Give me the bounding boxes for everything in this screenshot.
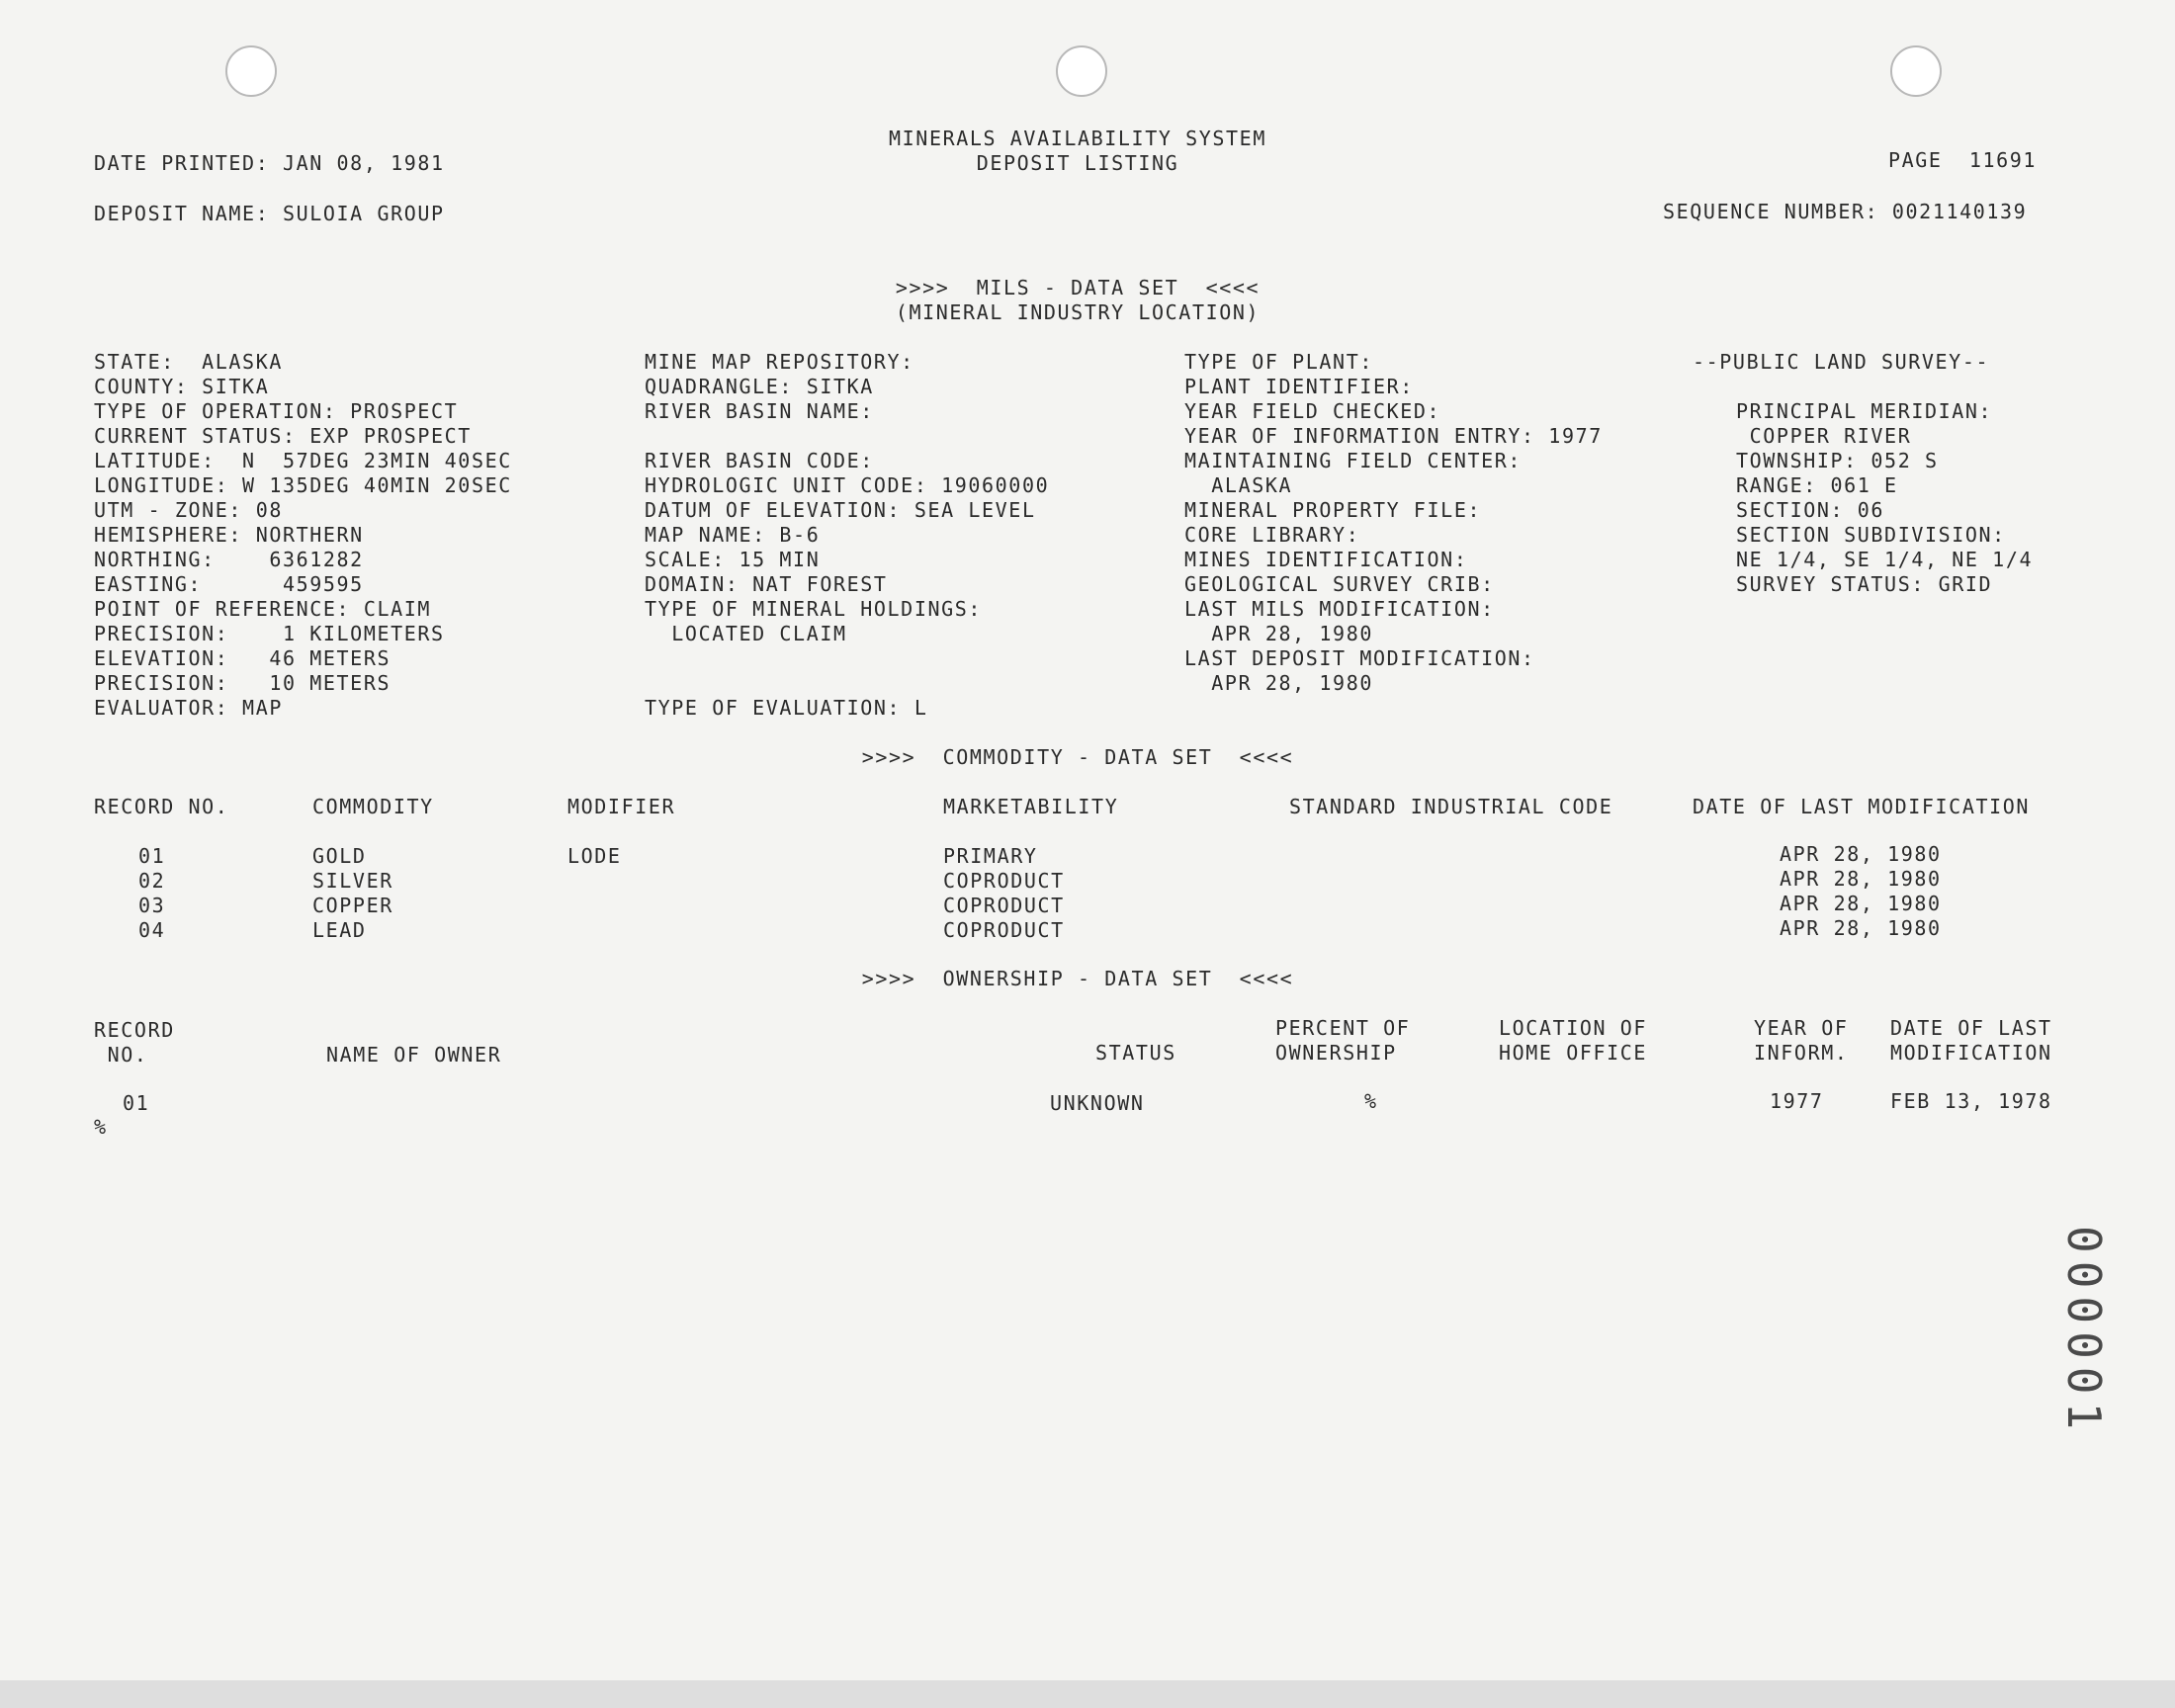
mils-field: QUADRANGLE: SITKA bbox=[645, 375, 874, 398]
commodity-date: APR 28, 1980 bbox=[1780, 867, 1942, 891]
system-title: MINERALS AVAILABILITY SYSTEM bbox=[889, 127, 1266, 150]
commodity-header-modifier: MODIFIER bbox=[567, 795, 676, 818]
mils-field: DATUM OF ELEVATION: SEA LEVEL bbox=[645, 498, 1036, 522]
mils-field: LAST MILS MODIFICATION: bbox=[1184, 597, 1495, 621]
mils-field: HEMISPHERE: NORTHERN bbox=[94, 523, 364, 547]
ownership-header-record-no: NO. bbox=[94, 1043, 148, 1067]
mils-field: MAP NAME: B-6 bbox=[645, 523, 821, 547]
listing-title: DEPOSIT LISTING bbox=[976, 151, 1179, 175]
date-printed: DATE PRINTED: JAN 08, 1981 bbox=[94, 151, 445, 175]
ownership-header-home-office: HOME OFFICE bbox=[1499, 1041, 1648, 1065]
mils-field: YEAR FIELD CHECKED: bbox=[1184, 399, 1441, 423]
mils-field: APR 28, 1980 bbox=[1184, 671, 1373, 695]
commodity-name: GOLD bbox=[312, 844, 367, 868]
mils-map-column bbox=[645, 350, 1049, 721]
ownership-header-name: NAME OF OWNER bbox=[326, 1043, 502, 1067]
commodity-header-commodity: COMMODITY bbox=[312, 795, 434, 818]
mils-field: RIVER BASIN CODE: bbox=[645, 449, 874, 472]
commodity-name: SILVER bbox=[312, 869, 393, 893]
mils-field bbox=[645, 646, 1049, 671]
mils-location-column bbox=[94, 350, 512, 721]
ownership-header-status: STATUS bbox=[1095, 1041, 1176, 1065]
survey-heading: --PUBLIC LAND SURVEY-- bbox=[1693, 350, 1990, 374]
mils-field: TYPE OF EVALUATION: L bbox=[645, 696, 928, 720]
mils-field: RANGE: 061 E bbox=[1736, 473, 1898, 497]
punch-hole-right bbox=[1890, 45, 1942, 97]
page-number: PAGE 11691 bbox=[1888, 148, 2038, 172]
ownership-year: 1977 bbox=[1770, 1089, 1824, 1113]
mils-field: ALASKA bbox=[1184, 473, 1293, 497]
ownership-header-percent: PERCENT OF bbox=[1275, 1016, 1411, 1040]
mils-field: LATITUDE: N 57DEG 23MIN 40SEC bbox=[94, 449, 512, 472]
ownership-status: UNKNOWN bbox=[1050, 1091, 1145, 1115]
ownership-record-no: 01 bbox=[123, 1091, 150, 1115]
punch-hole-center bbox=[1056, 45, 1107, 97]
mils-heading: >>>> MILS - DATA SET <<<< bbox=[895, 276, 1261, 299]
mils-field: NE 1/4, SE 1/4, NE 1/4 bbox=[1736, 548, 2034, 571]
mils-field: DOMAIN: NAT FOREST bbox=[645, 572, 888, 596]
ownership-date: FEB 13, 1978 bbox=[1890, 1089, 2052, 1113]
mils-field: LAST DEPOSIT MODIFICATION: bbox=[1184, 646, 1535, 670]
mils-field: TYPE OF PLANT: bbox=[1184, 350, 1373, 374]
mils-field: TYPE OF MINERAL HOLDINGS: bbox=[645, 597, 983, 621]
commodity-header-record: RECORD NO. bbox=[94, 795, 229, 818]
commodity-record-no: 03 bbox=[138, 894, 166, 917]
mils-field: COUNTY: SITKA bbox=[94, 375, 270, 398]
commodity-marketability: COPRODUCT bbox=[943, 894, 1065, 917]
mils-field: MINE MAP REPOSITORY: bbox=[645, 350, 914, 374]
ownership-header-inform: INFORM. bbox=[1754, 1041, 1849, 1065]
mils-field: HYDROLOGIC UNIT CODE: 19060000 bbox=[645, 473, 1050, 497]
ownership-header-modification: MODIFICATION bbox=[1890, 1041, 2052, 1065]
mils-field: EASTING: 459595 bbox=[94, 572, 364, 596]
mils-field: LOCATED CLAIM bbox=[645, 622, 847, 645]
mils-field bbox=[645, 424, 1049, 449]
mils-field: PRINCIPAL MERIDIAN: bbox=[1736, 399, 1993, 423]
mils-field: APR 28, 1980 bbox=[1184, 622, 1373, 645]
mils-field: UTM - ZONE: 08 bbox=[94, 498, 283, 522]
mils-plant-column bbox=[1184, 350, 1603, 696]
mils-field: PRECISION: 1 KILOMETERS bbox=[94, 622, 445, 645]
mils-field: STATE: ALASKA bbox=[94, 350, 283, 374]
scan-edge bbox=[0, 1680, 2175, 1708]
mils-field: ELEVATION: 46 METERS bbox=[94, 646, 392, 670]
page-stamp: 000001 bbox=[2057, 1226, 2111, 1438]
mils-field: SURVEY STATUS: GRID bbox=[1736, 572, 1993, 596]
commodity-name: COPPER bbox=[312, 894, 393, 917]
public-land-survey-column bbox=[1693, 350, 2033, 597]
mils-field: CURRENT STATUS: EXP PROSPECT bbox=[94, 424, 472, 448]
mils-field: POINT OF REFERENCE: CLAIM bbox=[94, 597, 432, 621]
mils-field: SECTION SUBDIVISION: bbox=[1736, 523, 2006, 547]
ownership-header-record: RECORD bbox=[94, 1018, 175, 1042]
sequence-number: SEQUENCE NUMBER: 0021140139 bbox=[1663, 200, 2028, 223]
punch-hole-left bbox=[225, 45, 277, 97]
mils-field: GEOLOGICAL SURVEY CRIB: bbox=[1184, 572, 1495, 596]
commodity-marketability: COPRODUCT bbox=[943, 918, 1065, 942]
commodity-date: APR 28, 1980 bbox=[1780, 916, 1942, 940]
commodity-record-no: 04 bbox=[138, 918, 166, 942]
commodity-marketability: PRIMARY bbox=[943, 844, 1038, 868]
mils-field bbox=[1693, 375, 2033, 399]
commodity-header-date: DATE OF LAST MODIFICATION bbox=[1693, 795, 2031, 818]
mils-field: TOWNSHIP: 052 S bbox=[1736, 449, 1939, 472]
mils-field: MAINTAINING FIELD CENTER: bbox=[1184, 449, 1522, 472]
mils-field: SECTION: 06 bbox=[1736, 498, 1885, 522]
mils-subheading: (MINERAL INDUSTRY LOCATION) bbox=[895, 300, 1261, 324]
mils-field: TYPE OF OPERATION: PROSPECT bbox=[94, 399, 459, 423]
mils-field: CORE LIBRARY: bbox=[1184, 523, 1360, 547]
mils-field: COPPER RIVER bbox=[1736, 424, 1912, 448]
commodity-header-sic: STANDARD INDUSTRIAL CODE bbox=[1289, 795, 1613, 818]
mils-field bbox=[645, 671, 1049, 696]
mils-field: YEAR OF INFORMATION ENTRY: 1977 bbox=[1184, 424, 1603, 448]
ownership-header-date: DATE OF LAST bbox=[1890, 1016, 2052, 1040]
ownership-heading: >>>> OWNERSHIP - DATA SET <<<< bbox=[861, 967, 1294, 990]
ownership-header-year: YEAR OF bbox=[1754, 1016, 1849, 1040]
end-of-record-mark: % bbox=[94, 1115, 108, 1139]
mils-field: SCALE: 15 MIN bbox=[645, 548, 821, 571]
mils-field: LONGITUDE: W 135DEG 40MIN 20SEC bbox=[94, 473, 512, 497]
commodity-heading: >>>> COMMODITY - DATA SET <<<< bbox=[861, 745, 1294, 769]
commodity-date: APR 28, 1980 bbox=[1780, 892, 1942, 915]
commodity-name: LEAD bbox=[312, 918, 367, 942]
commodity-record-no: 02 bbox=[138, 869, 166, 893]
ownership-header-ownership: OWNERSHIP bbox=[1275, 1041, 1397, 1065]
commodity-date: APR 28, 1980 bbox=[1780, 842, 1942, 866]
ownership-header-location: LOCATION OF bbox=[1499, 1016, 1648, 1040]
commodity-modifier: LODE bbox=[567, 844, 622, 868]
mils-field: PLANT IDENTIFIER: bbox=[1184, 375, 1414, 398]
commodity-header-marketability: MARKETABILITY bbox=[943, 795, 1119, 818]
ownership-percent: % bbox=[1364, 1089, 1378, 1113]
commodity-marketability: COPRODUCT bbox=[943, 869, 1065, 893]
mils-field: PRECISION: 10 METERS bbox=[94, 671, 392, 695]
commodity-record-no: 01 bbox=[138, 844, 166, 868]
deposit-name: DEPOSIT NAME: SULOIA GROUP bbox=[94, 202, 445, 225]
mils-field: RIVER BASIN NAME: bbox=[645, 399, 874, 423]
mils-field: NORTHING: 6361282 bbox=[94, 548, 364, 571]
mils-field: MINES IDENTIFICATION: bbox=[1184, 548, 1468, 571]
mils-field: EVALUATOR: MAP bbox=[94, 696, 283, 720]
mils-field: MINERAL PROPERTY FILE: bbox=[1184, 498, 1482, 522]
